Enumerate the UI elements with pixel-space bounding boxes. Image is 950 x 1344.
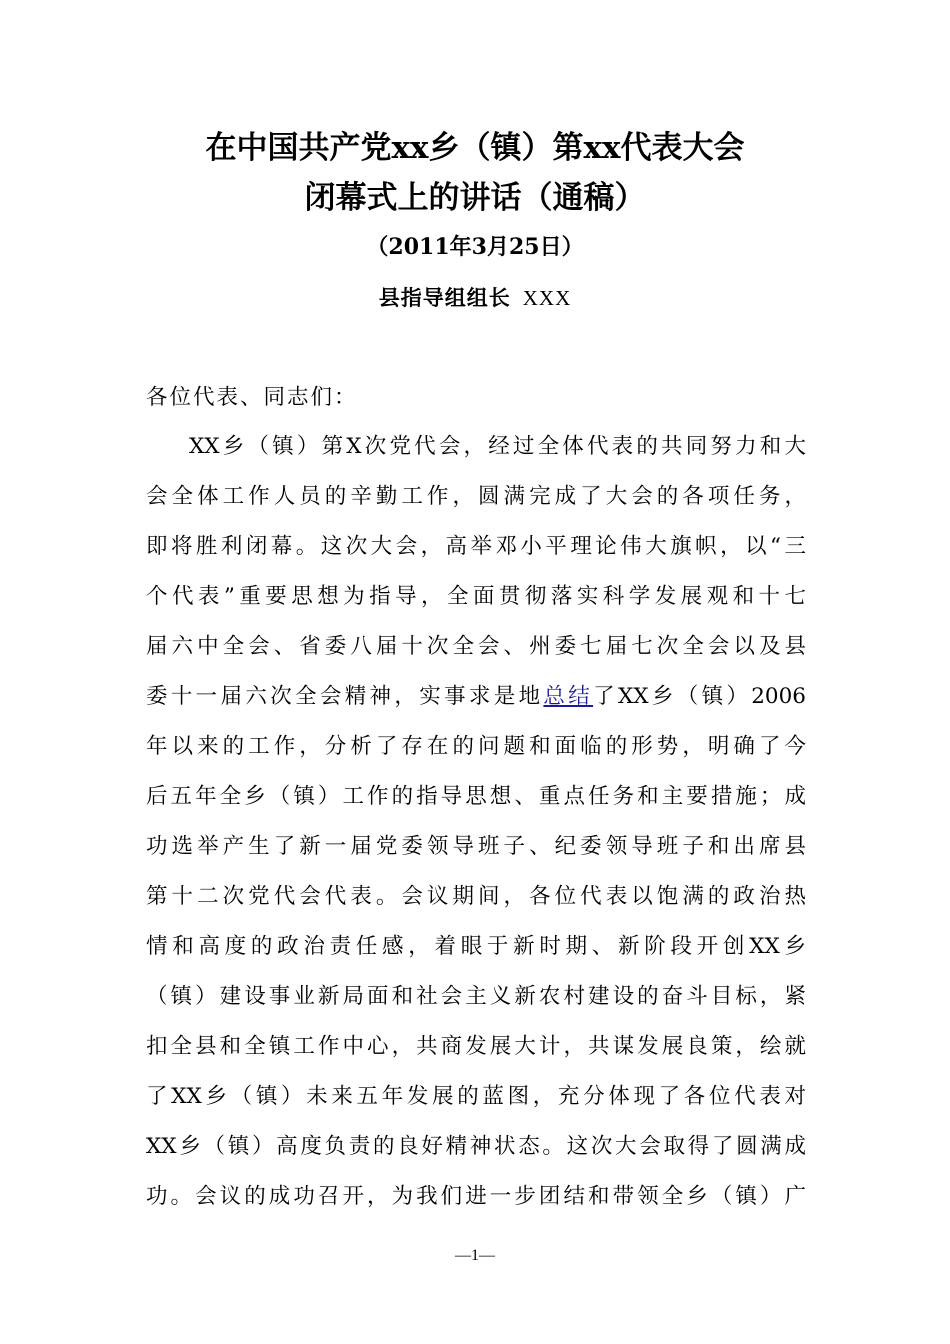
summary-link[interactable]: 总结 (543, 684, 594, 709)
author-name: XXX (522, 286, 572, 310)
document-title-line-2: 闭幕式上的讲话（通稿） (304, 180, 646, 216)
body-line: 会全体工作人员的辛勤工作，圆满完成了大会的各项任务， (146, 484, 806, 509)
page-number: —1— (455, 1247, 495, 1264)
body-line-with-link (146, 676, 806, 726)
body-line: 情和高度的政治责任感，着眼于新时期、新阶段开创XX乡 (146, 934, 806, 959)
author-line (0, 283, 950, 313)
body-paragraph (146, 426, 806, 1226)
body-line: 功选举产生了新一届党委领导班子、纪委领导班子和出席县 (146, 834, 806, 859)
body-line: 个代表”重要思想为指导，全面贯彻落实科学发展观和十七 (146, 584, 806, 609)
body-line: 扣全县和全镇工作中心，共商发展大计，共谋发展良策，绘就 (146, 1034, 806, 1059)
salutation: 各位代表、同志们： (146, 385, 358, 410)
body-line: 届六中全会、省委八届十次全会、州委七届七次全会以及县 (146, 634, 806, 659)
body-line: 年以来的工作，分析了存在的问题和面临的形势，明确了今 (146, 734, 806, 759)
body-line: 功。会议的成功召开，为我们进一步团结和带领全乡（镇）广 (146, 1184, 806, 1209)
document-date: （2011年3月25日） (366, 234, 584, 260)
body-line: XX乡（镇）第X次党代会，经过全体代表的共同努力和大 (189, 434, 806, 459)
document-title-line-1: 在中国共产党xx乡（镇）第xx代表大会 (205, 130, 745, 166)
body-line: XX乡（镇）高度负责的良好精神状态。这次大会取得了圆满成 (146, 1134, 806, 1159)
body-line: 第十二次党代会代表。会议期间，各位代表以饱满的政治热 (146, 884, 806, 909)
body-line-segment: 委十一届六次全会精神，实事求是地 (146, 684, 544, 709)
author-role: 县指导组组长 (378, 285, 511, 310)
body-line: 即将胜利闭幕。这次大会，高举邓小平理论伟大旗帜，以“三 (146, 534, 806, 559)
body-line: 后五年全乡（镇）工作的指导思想、重点任务和主要措施；成 (146, 784, 806, 809)
body-line: （镇）建设事业新局面和社会主义新农村建设的奋斗目标，紧 (146, 984, 806, 1009)
body-line-segment: 了XX乡（镇）2006 (593, 684, 806, 709)
body-line: 了XX乡（镇）未来五年发展的蓝图，充分体现了各位代表对 (146, 1084, 806, 1109)
